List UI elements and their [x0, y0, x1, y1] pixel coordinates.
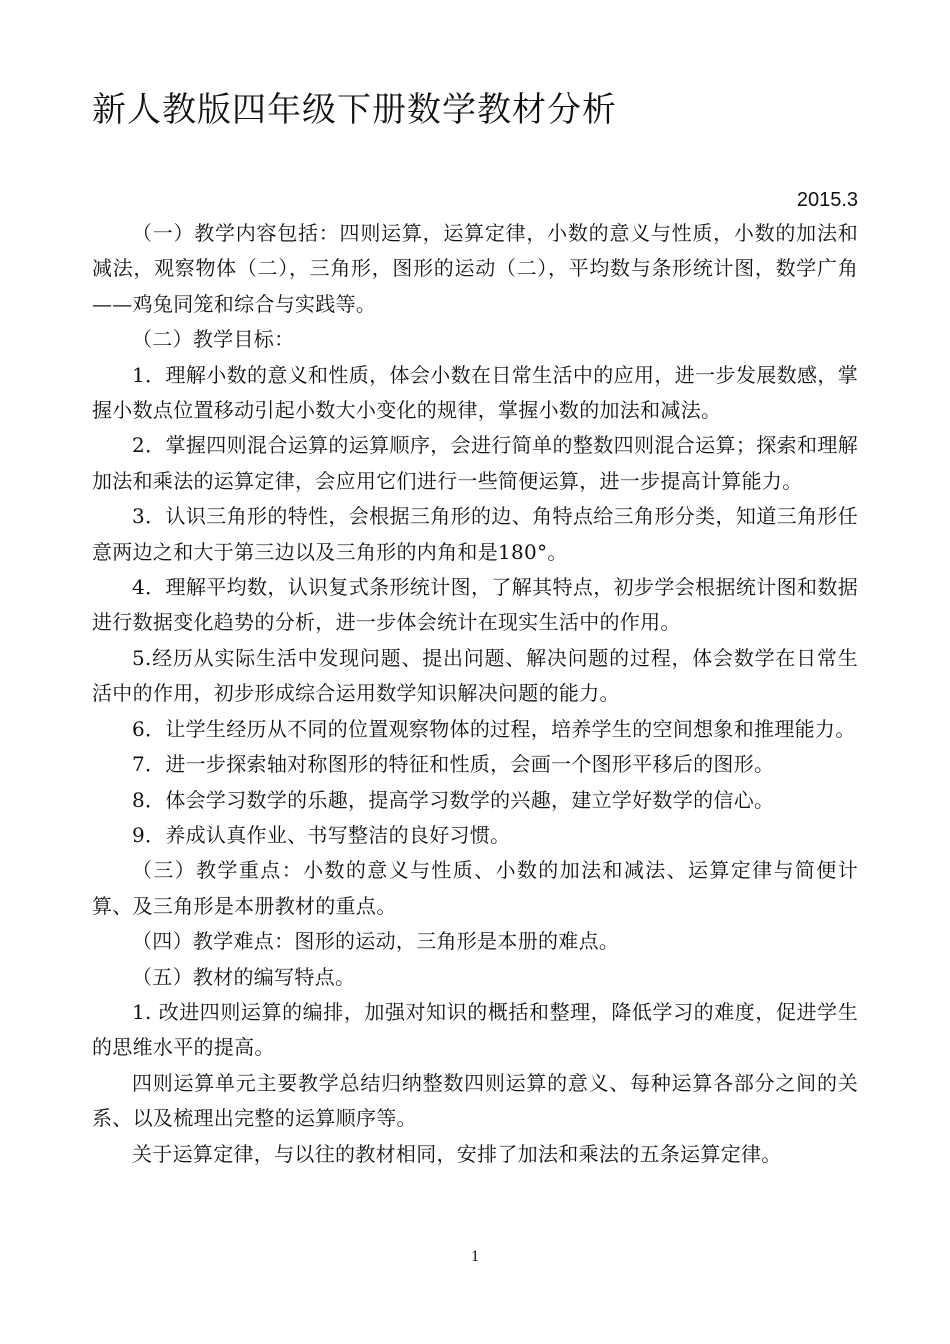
- paragraph-difficulties: （四）教学难点：图形的运动，三角形是本册的难点。: [132, 929, 620, 954]
- paragraph-teaching-content: （一）教学内容包括：四则运算，运算定律，小数的意义与性质，小数的加法和减法，观察物体（二），三角形，图形的运动（二），平均数与条形统计图，数学广角——鸡兔同笼和综合与实践等。: [92, 221, 858, 316]
- paragraph-goal-8: 8．体会学习数学的乐趣，提高学习数学的兴趣，建立学好数学的信心。: [132, 787, 775, 812]
- paragraph-key-points: （三）教学重点：小数的意义与性质、小数的加法和减法、运算定律与简便计算、及三角形是本册教材的重点。: [92, 858, 858, 918]
- paragraph-goal-3: 3．认识三角形的特性，会根据三角形的边、角特点给三角形分类，知道三角形任意两边之和大于第三边以及三角形的内角和是180°。: [92, 504, 858, 564]
- paragraph-goal-5: 5.经历从实际生活中发现问题、提出问题、解决问题的过程，体会数学在日常生活中的作用，初步形成综合运用数学知识解决问题的能力。: [92, 645, 858, 706]
- page-number: 1: [471, 1248, 479, 1265]
- document-body: [92, 216, 858, 1172]
- document-date: 2015.3: [796, 189, 858, 211]
- paragraph-teaching-goals-heading: （二）教学目标：: [132, 327, 295, 352]
- paragraph-operation-laws: 关于运算定律，与以往的教材相同，安排了加法和乘法的五条运算定律。: [132, 1141, 782, 1166]
- paragraph-features-heading: （五）教材的编写特点。: [132, 964, 356, 989]
- paragraph-four-operations-unit: 四则运算单元主要教学总结归纳整数四则运算的意义、每种运算各部分之间的关系、以及梳理出完整的运算顺序等。: [92, 1070, 858, 1131]
- paragraph-goal-4: 4．理解平均数，认识复式条形统计图，了解其特点，初步学会根据统计图和数据进行数据变化趋势的分析，进一步体会统计在现实生活中的作用。: [92, 575, 858, 635]
- paragraph-goal-9: 9．养成认真作业、书写整洁的良好习惯。: [132, 822, 511, 847]
- paragraph-goal-6: 6．让学生经历从不同的位置观察物体的过程，培养学生的空间想象和推理能力。: [132, 716, 856, 741]
- paragraph-goal-1: 1．理解小数的意义和性质，体会小数在日常生活中的应用，进一步发展数感，掌握小数点位置移动引起小数大小变化的规律，掌握小数的加法和减法。: [92, 362, 858, 423]
- document-title: 新人教版四年级下册数学教材分析: [92, 90, 617, 130]
- paragraph-feature-1: 1. 改进四则运算的编排，加强对知识的概括和整理，降低学习的难度，促进学生的思维水平的提高。: [92, 999, 858, 1060]
- paragraph-goal-7: 7．进一步探索轴对称图形的特征和性质，会画一个图形平移后的图形。: [132, 752, 775, 777]
- paragraph-goal-2: 2．掌握四则混合运算的运算顺序，会进行简单的整数四则混合运算；探索和理解加法和乘法的运算定律，会应用它们进行一些简便运算，进一步提高计算能力。: [92, 433, 858, 493]
